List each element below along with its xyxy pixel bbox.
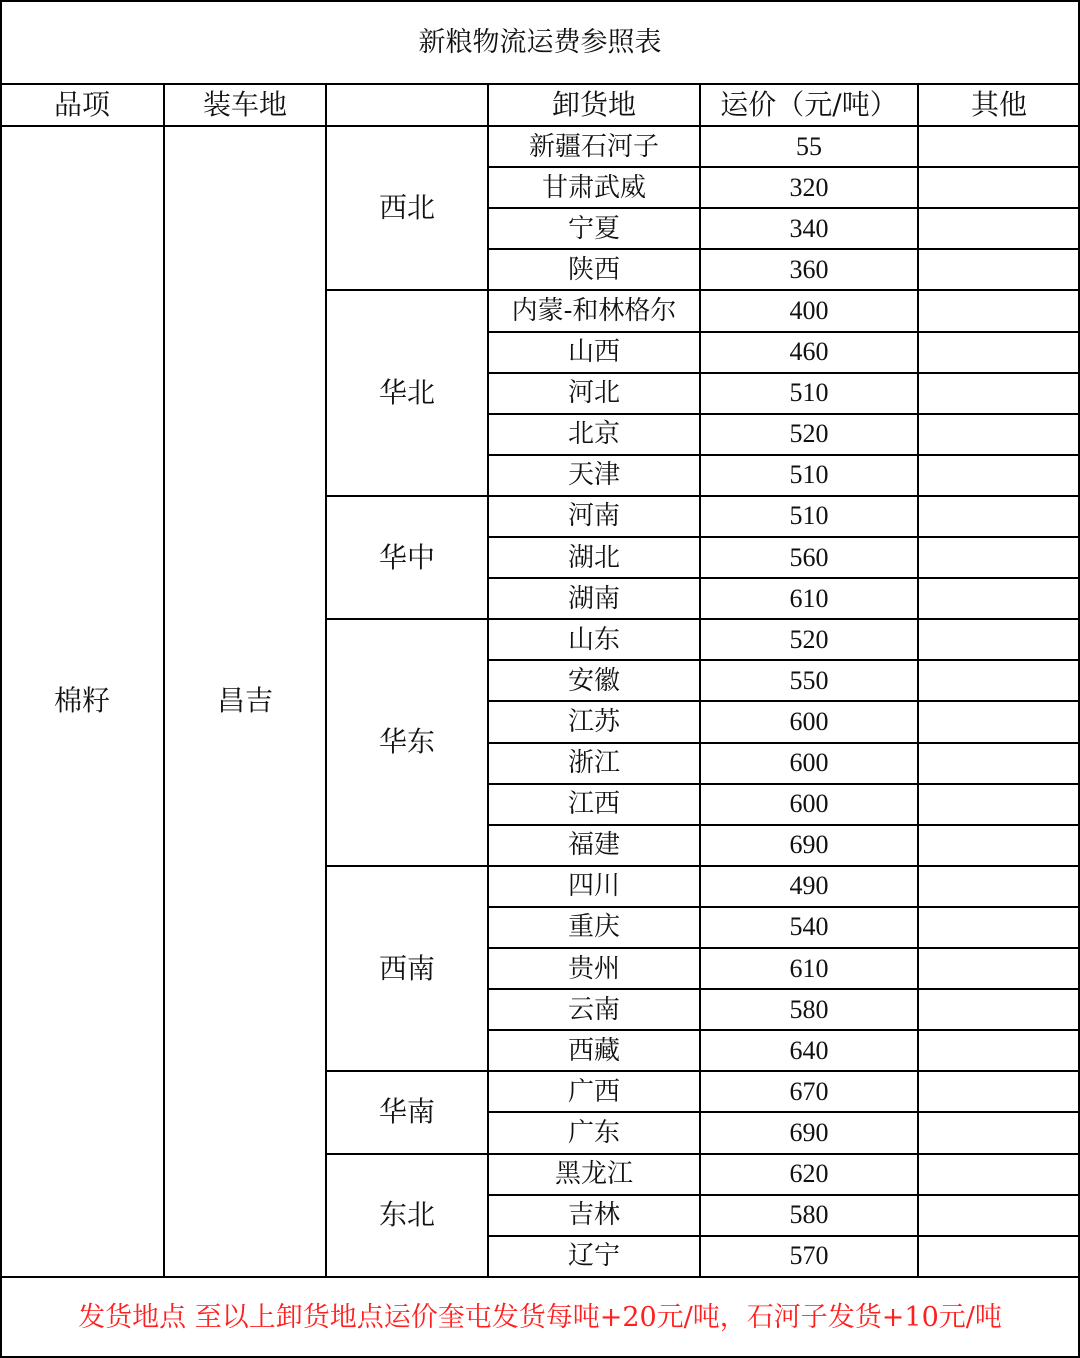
grid-line <box>488 824 1080 826</box>
grid-line <box>488 988 1080 990</box>
grid-line <box>326 495 1080 497</box>
grid-line <box>488 331 1080 333</box>
grid-line <box>488 166 1080 168</box>
grid-line <box>488 947 1080 949</box>
other-cell <box>918 1195 1080 1236</box>
other-cell <box>918 578 1080 619</box>
other-cell <box>918 208 1080 249</box>
grid-line <box>917 84 919 1277</box>
destination-cell: 吉林 <box>567 1200 620 1231</box>
destination-cell: 山西 <box>567 337 620 368</box>
destination-cell: 北京 <box>567 419 620 450</box>
destination-cell: 陕西 <box>567 254 620 285</box>
other-cell <box>918 1154 1080 1195</box>
table-border <box>0 0 2 1358</box>
other-cell <box>918 414 1080 455</box>
grid-line <box>326 618 1080 620</box>
price-cell: 55 <box>796 131 822 161</box>
price-cell: 600 <box>789 706 829 736</box>
destination-cell: 甘肃武威 <box>541 172 646 203</box>
destination-cell: 宁夏 <box>567 213 620 244</box>
destination-cell: 广西 <box>567 1076 620 1107</box>
grid-line <box>326 1153 1080 1155</box>
grid-line <box>488 906 1080 908</box>
region-cell: 西南 <box>378 951 435 985</box>
other-cell <box>918 660 1080 701</box>
grid-line <box>488 783 1080 785</box>
destination-cell: 山东 <box>567 624 620 655</box>
grid-line <box>487 84 489 1277</box>
destination-cell: 湖南 <box>567 583 620 614</box>
destination-cell: 内蒙-和林格尔 <box>511 295 677 326</box>
header-price: 运价（元/吨） <box>720 88 898 121</box>
header-destination: 卸货地 <box>551 88 636 121</box>
price-cell: 690 <box>789 830 829 860</box>
region-cell: 华北 <box>378 376 435 410</box>
other-cell <box>918 825 1080 866</box>
other-cell <box>918 1030 1080 1071</box>
grid-line <box>488 536 1080 538</box>
region-cell: 华南 <box>378 1095 435 1129</box>
price-cell: 690 <box>789 1117 829 1147</box>
other-cell <box>918 373 1080 414</box>
destination-cell: 河南 <box>567 501 620 532</box>
region-cell: 东北 <box>378 1198 435 1232</box>
price-cell: 550 <box>789 665 829 695</box>
destination-cell: 云南 <box>567 994 620 1025</box>
destination-cell: 黑龙江 <box>554 1159 633 1190</box>
price-cell: 560 <box>789 542 829 572</box>
region-cell: 华中 <box>378 540 435 574</box>
header-other: 其他 <box>970 88 1027 121</box>
other-cell <box>918 249 1080 290</box>
price-cell: 540 <box>789 912 829 942</box>
grid-line <box>488 1194 1080 1196</box>
other-cell <box>918 290 1080 331</box>
destination-cell: 西藏 <box>567 1035 620 1066</box>
other-cell <box>918 948 1080 989</box>
grid-line <box>163 84 165 1277</box>
destination-cell: 新疆石河子 <box>528 131 659 162</box>
grid-line <box>326 289 1080 291</box>
other-cell <box>918 537 1080 578</box>
destination-cell: 江西 <box>567 789 620 820</box>
price-cell: 580 <box>789 994 829 1024</box>
other-cell <box>918 866 1080 907</box>
grid-line <box>326 1070 1080 1072</box>
grid-line <box>488 207 1080 209</box>
destination-cell: 辽宁 <box>567 1241 620 1272</box>
destination-cell: 天津 <box>567 460 620 491</box>
price-cell: 490 <box>789 871 829 901</box>
destination-cell: 河北 <box>567 378 620 409</box>
price-cell: 510 <box>789 378 829 408</box>
grid-line <box>488 454 1080 456</box>
other-cell <box>918 167 1080 208</box>
price-cell: 360 <box>789 254 829 284</box>
header-loading-place: 装车地 <box>202 88 287 121</box>
grid-line <box>488 248 1080 250</box>
destination-cell: 浙江 <box>567 748 620 779</box>
price-cell: 510 <box>789 501 829 531</box>
destination-cell: 广东 <box>567 1117 620 1148</box>
grid-line <box>488 659 1080 661</box>
other-cell <box>918 1236 1080 1277</box>
table-border <box>0 0 1080 2</box>
price-cell: 620 <box>789 1159 829 1189</box>
other-cell <box>918 784 1080 825</box>
price-cell: 400 <box>789 295 829 325</box>
destination-cell: 四川 <box>567 871 620 902</box>
price-cell: 610 <box>789 953 829 983</box>
grid-line <box>488 1235 1080 1237</box>
destination-cell: 贵州 <box>567 953 620 984</box>
grid-line <box>488 1029 1080 1031</box>
price-cell: 610 <box>789 583 829 613</box>
other-cell <box>918 126 1080 167</box>
grid-line <box>488 700 1080 702</box>
price-cell: 580 <box>789 1200 829 1230</box>
price-cell: 460 <box>789 337 829 367</box>
grid-line <box>488 577 1080 579</box>
destination-cell: 福建 <box>567 830 620 861</box>
other-cell <box>918 701 1080 742</box>
price-cell: 340 <box>789 213 829 243</box>
price-cell: 510 <box>789 460 829 490</box>
other-cell <box>918 1112 1080 1153</box>
loading-place-cell: 昌吉 <box>216 684 273 717</box>
grid-line <box>488 742 1080 744</box>
table-title: 新粮物流运费参照表 <box>418 26 662 58</box>
price-cell: 570 <box>789 1241 829 1271</box>
price-cell: 520 <box>789 419 829 449</box>
price-cell: 640 <box>789 1035 829 1065</box>
other-cell <box>918 496 1080 537</box>
header-region <box>326 84 488 126</box>
other-cell <box>918 907 1080 948</box>
grid-line <box>488 413 1080 415</box>
price-cell: 670 <box>789 1076 829 1106</box>
destination-cell: 江苏 <box>567 706 620 737</box>
footnote: 发货地点 至以上卸货地点运价奎屯发货每吨+20元/吨，石河子发货+10元/吨 <box>78 1302 1002 1333</box>
item-cell: 棉籽 <box>53 684 110 717</box>
header-item: 品项 <box>53 88 110 121</box>
grid-line <box>488 372 1080 374</box>
region-cell: 华东 <box>378 725 435 759</box>
other-cell <box>918 619 1080 660</box>
grid-line <box>326 865 1080 867</box>
grid-line <box>325 84 327 1277</box>
destination-cell: 安徽 <box>567 665 620 696</box>
other-cell <box>918 989 1080 1030</box>
price-cell: 320 <box>789 172 829 202</box>
destination-cell: 湖北 <box>567 542 620 573</box>
grid-line <box>699 84 701 1277</box>
other-cell <box>918 332 1080 373</box>
other-cell <box>918 455 1080 496</box>
other-cell <box>918 1071 1080 1112</box>
price-cell: 600 <box>789 748 829 778</box>
price-cell: 600 <box>789 789 829 819</box>
region-cell: 西北 <box>378 191 435 225</box>
other-cell <box>918 743 1080 784</box>
price-cell: 520 <box>789 624 829 654</box>
grid-line <box>488 1111 1080 1113</box>
destination-cell: 重庆 <box>567 912 620 943</box>
